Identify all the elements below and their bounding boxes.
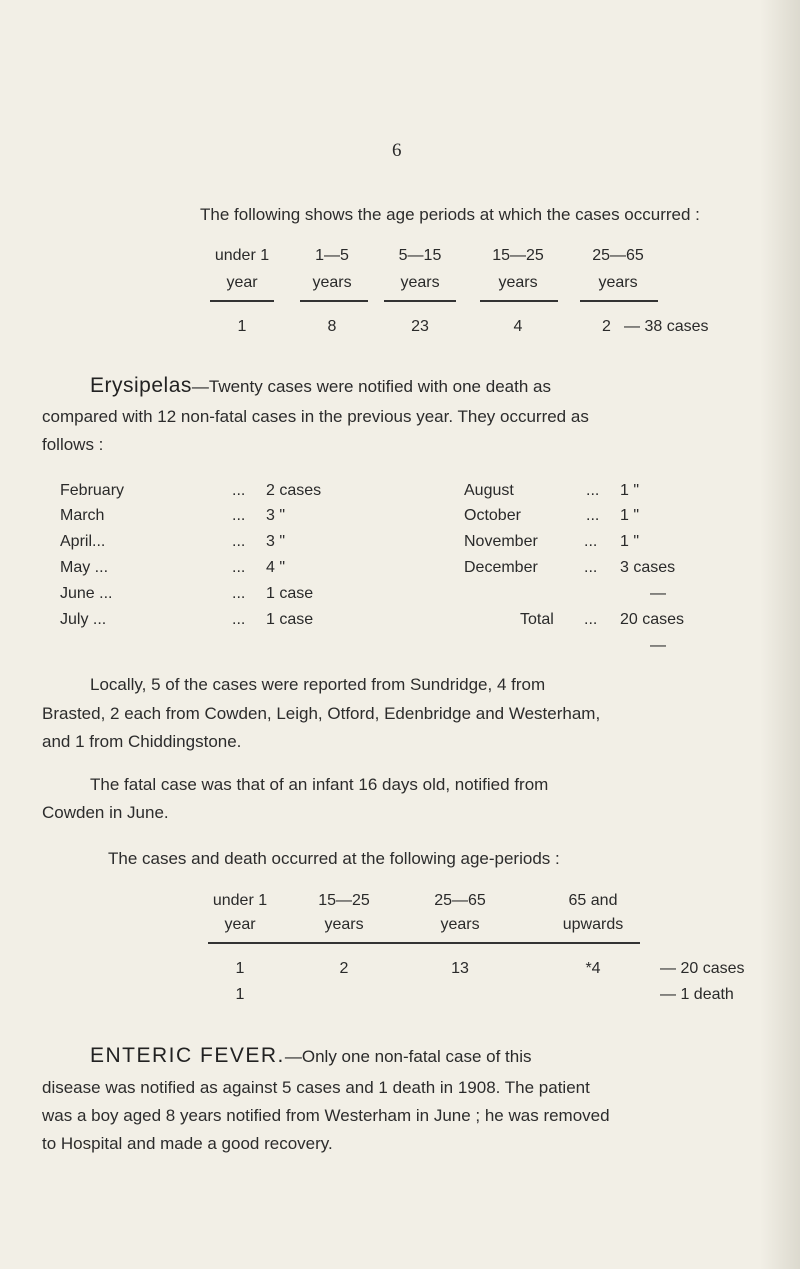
age-header-bottom: years — [400, 274, 440, 291]
months-total-label: Total — [520, 611, 554, 628]
month-dots: ... — [584, 533, 598, 550]
age-value: 1 — [237, 318, 247, 335]
age-header-bottom: years — [598, 274, 638, 291]
age-header-top: 15—25 — [492, 247, 544, 264]
age-header-top: 65 and — [568, 892, 618, 909]
age-total: — 38 cases — [624, 318, 709, 335]
month-value: 3 " — [266, 507, 286, 524]
age-header-top: under 1 — [212, 892, 268, 909]
table-rule — [208, 942, 640, 944]
month-dots: ... — [232, 482, 246, 499]
age-value: 4 — [513, 318, 523, 335]
death-total: — 1 death — [660, 986, 734, 1003]
age-intro-text-2: The cases and death occurred at the following age-periods : — [108, 849, 560, 868]
erysipelas-line-2: compared with 12 non-fatal cases in the previous year. They occurred as — [42, 407, 589, 426]
month-label: June ... — [60, 585, 113, 602]
page-edge-shadow — [760, 0, 800, 1269]
month-value: 1 " — [620, 507, 640, 524]
month-dots: ... — [232, 585, 246, 602]
enteric-line-2: disease was notified as against 5 cases and 1 death in 1908. The patient — [42, 1078, 590, 1097]
month-label: November — [464, 533, 538, 550]
age-header-bottom: year — [224, 916, 256, 933]
age-value: 2 — [602, 318, 611, 335]
month-value: 1 case — [266, 611, 314, 628]
table-rule — [384, 300, 456, 302]
month-label: April... — [60, 533, 106, 550]
erysipelas-heading: Erysipelas — [90, 374, 192, 397]
month-dots: ... — [232, 611, 246, 628]
age-header-bottom: upwards — [562, 916, 624, 933]
age-intro-text: The following shows the age periods at which the cases occurred : — [200, 205, 700, 224]
table-rule — [580, 300, 658, 302]
table-rule — [480, 300, 558, 302]
month-label: July ... — [60, 611, 107, 628]
month-dots: ... — [584, 559, 598, 576]
age-header-top: 25—65 — [434, 892, 486, 909]
age-value: 13 — [451, 960, 469, 977]
month-label: February — [60, 482, 125, 499]
month-value: 3 " — [266, 533, 286, 550]
month-value: 1 case — [266, 585, 314, 602]
month-dots: ... — [586, 507, 600, 524]
locally-line-3: and 1 from Chiddingstone. — [42, 732, 242, 751]
month-label: March — [60, 507, 105, 524]
age-value: 8 — [327, 318, 337, 335]
month-label: December — [464, 559, 538, 576]
age-value: 1 — [235, 986, 245, 1003]
age-value: 1 — [235, 960, 245, 977]
month-label: August — [464, 482, 514, 499]
erysipelas-line-3: follows : — [42, 435, 104, 454]
month-value: 1 " — [620, 482, 640, 499]
age-header-bottom: years — [440, 916, 480, 933]
age-value: *4 — [585, 960, 601, 977]
months-total-value: 20 cases — [620, 611, 685, 628]
age-header-bottom: year — [226, 274, 258, 291]
month-value: 1 " — [620, 533, 640, 550]
enteric-line-3: was a boy aged 8 years notified from Westerham in June ; he was removed — [42, 1106, 610, 1125]
month-dots: ... — [232, 533, 246, 550]
age-value: 23 — [411, 318, 429, 335]
page-number: 6 — [392, 140, 402, 161]
age-header-top: 5—15 — [398, 247, 442, 264]
fatal-line-1: The fatal case was that of an infant 16 days old, notified from — [90, 775, 549, 794]
age-header-bottom: years — [324, 916, 364, 933]
month-value: 2 cases — [266, 482, 322, 499]
age-header-bottom: years — [312, 274, 352, 291]
locally-line-2: Brasted, 2 each from Cowden, Leigh, Otford, Edenbridge and Westerham, — [42, 704, 601, 723]
age-value: 2 — [339, 960, 349, 977]
months-dash: — — [650, 637, 666, 654]
age-header-top: 25—65 — [592, 247, 644, 264]
erysipelas-line-1 — [90, 374, 551, 398]
enteric-heading: ENTERIC FEVER. — [90, 1044, 285, 1067]
age-header-top: 1—5 — [315, 247, 349, 264]
month-dots: ... — [232, 507, 246, 524]
locally-line-1: Locally, 5 of the cases were reported from Sundridge, 4 from — [90, 675, 546, 694]
month-dots: ... — [586, 482, 600, 499]
months-dash: — — [650, 585, 666, 602]
month-dots: ... — [232, 559, 246, 576]
age-header-top: under 1 — [214, 247, 270, 264]
erysipelas-text: —Twenty cases were notified with one death as — [191, 377, 551, 396]
age-header-bottom: years — [498, 274, 538, 291]
table-rule — [210, 300, 274, 302]
month-label: May ... — [60, 559, 109, 576]
age-total: — 20 cases — [660, 960, 745, 977]
months-total-dots: ... — [584, 611, 598, 628]
month-value: 3 cases — [620, 559, 676, 576]
enteric-line-4: to Hospital and made a good recovery. — [42, 1134, 333, 1153]
month-value: 4 " — [266, 559, 286, 576]
fatal-line-2: Cowden in June. — [42, 803, 169, 822]
enteric-line-1 — [90, 1044, 532, 1068]
age-header-top: 15—25 — [318, 892, 370, 909]
enteric-text: —Only one non-fatal case of this — [284, 1047, 532, 1066]
month-label: October — [464, 507, 521, 524]
table-rule — [300, 300, 368, 302]
